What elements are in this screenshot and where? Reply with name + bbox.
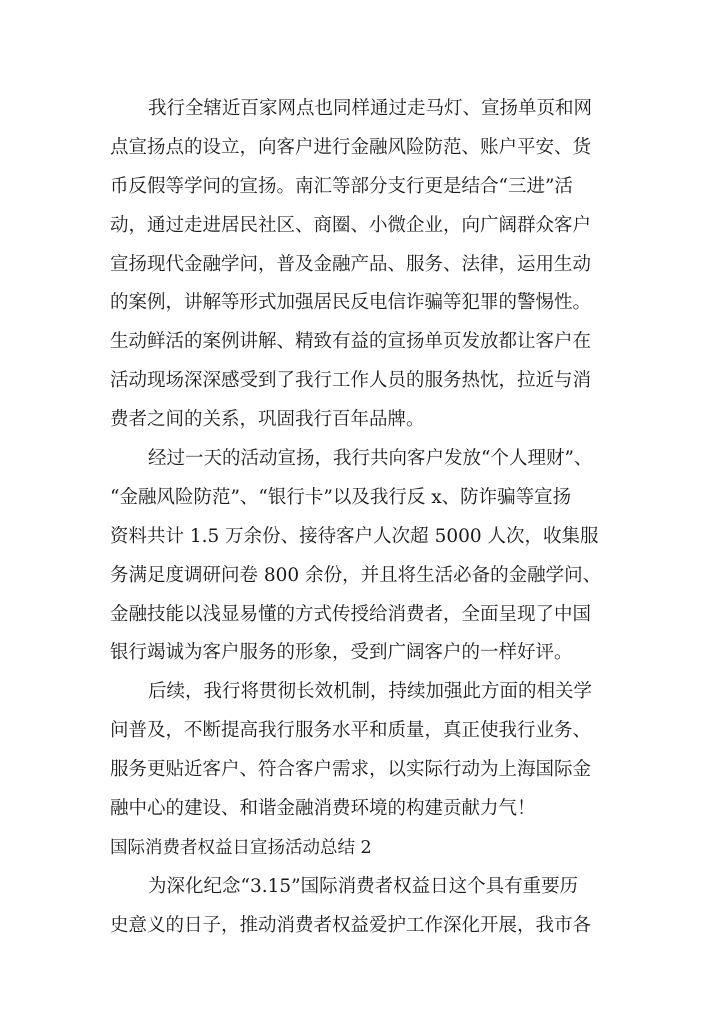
paragraph-3-line-1: 后续，我行将贯彻长效机制，持续加强此方面的相关学 — [148, 681, 593, 703]
paragraph-2-line-6: 银行竭诚为客户服务的形象，受到广阔客户的一样好评。 — [110, 642, 573, 664]
paragraph-3-line-4: 融中心的建设、和谐金融消费环境的构建贡献力气！ — [110, 798, 536, 820]
paragraph-1-line-6: 的案例，讲解等形式加强居民反电信诈骗等犯罪的警惕性。 — [110, 292, 592, 314]
paragraph-2-line-3: 资料共计 1.5 万余份、接待客户人次超 5000 人次，收集服 — [110, 525, 599, 547]
paragraph-4-line-1: 为深化纪念“3.15”国际消费者权益日这个具有重要历 — [148, 875, 579, 897]
paragraph-1-line-2: 点宣扬点的设立，向客户进行金融风险防范、账户平安、货 — [110, 136, 592, 158]
section-heading: 国际消费者权益日宣扬活动总结 2 — [110, 837, 372, 858]
paragraph-2-line-5: 金融技能以浅显易懂的方式传授给消费者，全面呈现了中国 — [110, 603, 592, 625]
paragraph-2-line-4: 务满足度调研问卷 800 余份，并且将生活必备的金融学问、 — [110, 564, 602, 586]
paragraph-1-line-3: 币反假等学问的宣扬。南汇等部分支行更是结合“三进”活 — [110, 175, 573, 197]
paragraph-1-line-7: 生动鲜活的案例讲解、精致有益的宣扬单页发放都让客户在 — [110, 331, 592, 353]
paragraph-1-line-8: 活动现场深深感受到了我行工作人员的服务热忱，拉近与消 — [110, 370, 592, 392]
paragraph-1-line-9: 费者之间的关系，巩固我行百年品牌。 — [110, 409, 425, 431]
paragraph-3-line-3: 服务更贴近客户、符合客户需求，以实际行动为上海国际金 — [110, 759, 592, 781]
paragraph-1-line-4: 动，通过走进居民社区、商圈、小微企业，向广阔群众客户 — [110, 214, 592, 236]
paragraph-4-line-2: 史意义的日子，推动消费者权益爱护工作深化开展，我市各 — [110, 914, 592, 936]
paragraph-1-line-1: 我行全辖近百家网点也同样通过走马灯、宣扬单页和网 — [148, 98, 593, 119]
paragraph-2-line-1: 经过一天的活动宣扬，我行共向客户发放“个人理财”、 — [148, 448, 593, 470]
document-body — [110, 90, 610, 946]
paragraph-1-line-5: 宣扬现代金融学问，普及金融产品、服务、法律，运用生动 — [110, 253, 592, 275]
paragraph-3-line-2: 问普及，不断提高我行服务水平和质量，真正使我行业务、 — [110, 720, 592, 742]
paragraph-2-line-2: “金融风险防范”、“银行卡”以及我行反 x、防诈骗等宣扬 — [110, 486, 572, 508]
